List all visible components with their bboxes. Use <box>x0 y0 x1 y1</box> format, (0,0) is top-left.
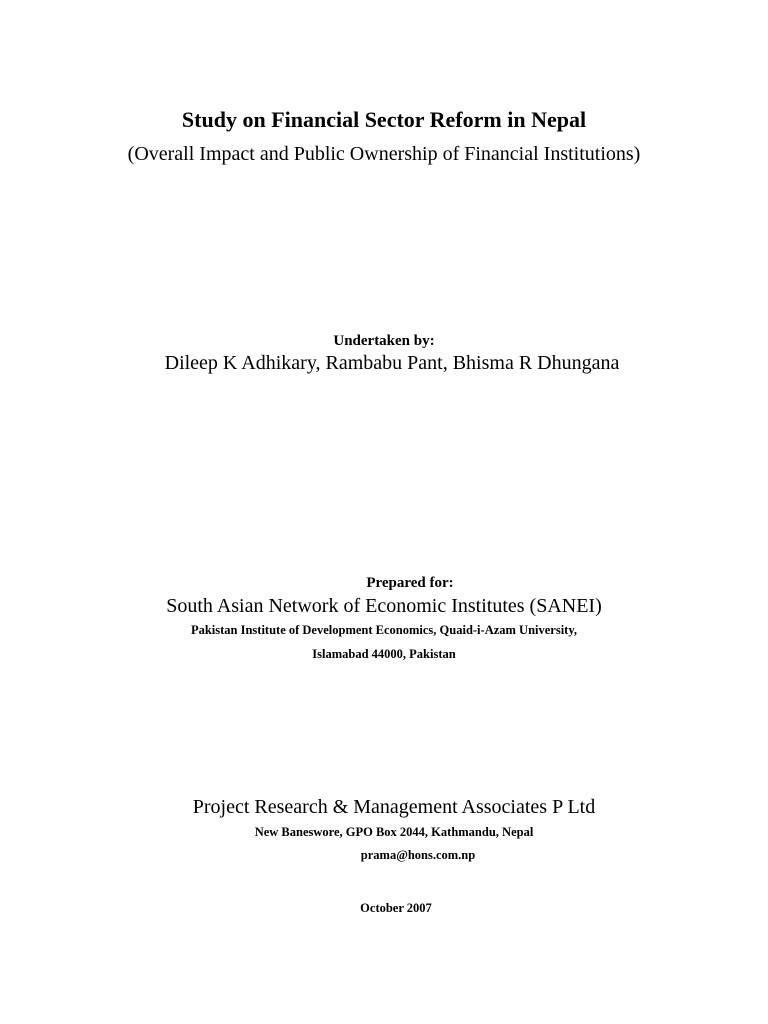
document-title: Study on Financial Sector Reform in Nepal <box>181 107 587 132</box>
firm-email: prama@hons.com.np <box>360 848 476 862</box>
organization-name: South Asian Network of Economic Institutes (SANEI) <box>166 595 602 617</box>
firm-address: New Baneswore, GPO Box 2044, Kathmandu, Nepal <box>254 825 534 839</box>
publication-date: October 2007 <box>360 901 432 915</box>
authors: Dileep K Adhikary, Rambabu Pant, Bhisma R Dhungana <box>164 352 620 374</box>
organization-address: Islamabad 44000, Pakistan <box>312 647 456 661</box>
organization-institute: Pakistan Institute of Development Economics, Quaid-i-Azam University, <box>190 623 578 637</box>
prepared-for-label: Prepared for: <box>366 575 454 591</box>
firm-name: Project Research & Management Associates P Ltd <box>192 796 596 818</box>
undertaken-by-label: Undertaken by: <box>333 333 435 349</box>
document-subtitle: (Overall Impact and Public Ownership of Financial Institutions) <box>127 143 641 165</box>
